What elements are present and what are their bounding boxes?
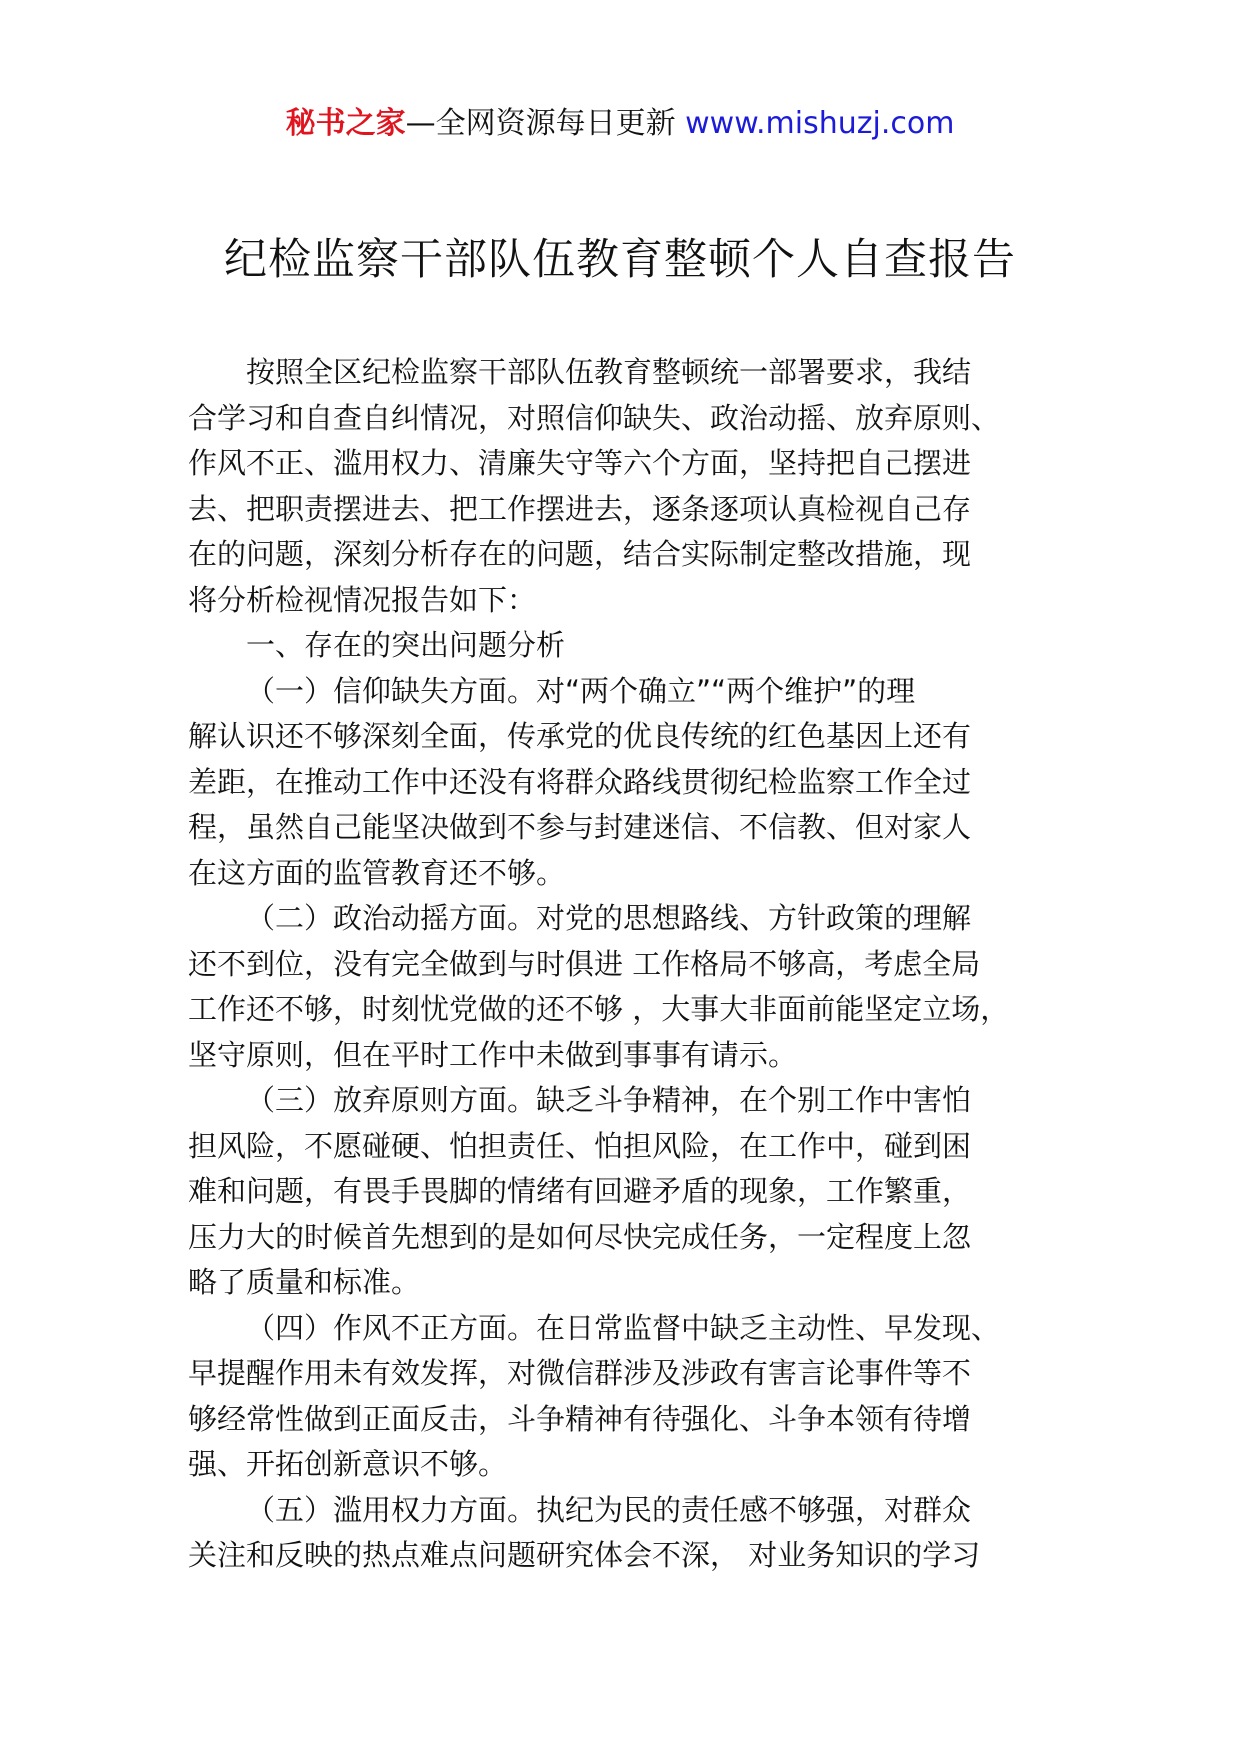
paragraph-line: 合学习和自查自纠情况，对照信仰缺失、政治动摇、放弃原则、	[188, 400, 1001, 435]
paragraph-line: 担风险，不愿碰硬、怕担责任、怕担风险，在工作中，碰到困	[188, 1128, 972, 1163]
header-banner	[0, 102, 1240, 146]
paragraph-line: 略了质量和标准。	[188, 1265, 421, 1299]
paragraph-line: 程，虽然自己能坚决做到不参与封建迷信、不信教、但对家人	[188, 810, 972, 844]
paragraph-line: 难和问题，有畏手畏脚的情绪有回避矛盾的现象，工作繁重，	[188, 1174, 972, 1208]
brand-name: 秘书之家	[285, 106, 406, 141]
paragraph-line: 工作还不够，时刻忧党做的还不够 ，大事大非面前能坚定立场，	[188, 992, 1010, 1026]
paragraph-line: （五）滥用权力方面。执纪为民的责任感不够强，对群众	[246, 1492, 972, 1527]
paragraph-line: 去、把职责摆进去、把工作摆进去，逐条逐项认真检视自己存	[188, 491, 972, 526]
site-url-link[interactable]: www.mishuzj.com	[685, 106, 955, 141]
paragraph-line: （一）信仰缺失方面。对“两个确立”“两个维护”的理	[246, 673, 916, 708]
section-heading: 一、存在的突出问题分析	[246, 628, 566, 662]
paragraph-line: 在的问题，深刻分析存在的问题，结合实际制定整改措施，现	[188, 537, 972, 571]
paragraph-line: 在这方面的监管教育还不够。	[188, 855, 566, 890]
paragraph-line: 关注和反映的热点难点问题研究体会不深， 对业务知识的学习	[188, 1538, 981, 1572]
paragraph-line: 早提醒作用未有效发挥，对微信群涉及涉政有害言论事件等不	[188, 1356, 972, 1390]
paragraph-line: 按照全区纪检监察干部队伍教育整顿统一部署要求，我结	[246, 355, 972, 389]
paragraph-line: 坚守原则，但在平时工作中未做到事事有请示。	[188, 1037, 798, 1072]
paragraph-line: 差距，在推动工作中还没有将群众路线贯彻纪检监察工作全过	[188, 764, 972, 799]
paragraph-line: 作风不正、滥用权力、清廉失守等六个方面，坚持把自己摆进	[188, 446, 972, 480]
paragraph-line: 将分析检视情况报告如下：	[188, 582, 537, 617]
document-title: 纪检监察干部队伍教育整顿个人自查报告	[224, 235, 1016, 285]
header-tagline: —全网资源每日更新	[405, 106, 686, 141]
paragraph-line: 解认识还不够深刻全面，传承党的优良传统的红色基因上还有	[188, 719, 972, 753]
paragraph-line: 够经常性做到正面反击，斗争精神有待强化、斗争本领有待增	[188, 1401, 972, 1436]
paragraph-line: （二）政治动摇方面。对党的思想路线、方针政策的理解	[246, 901, 972, 935]
paragraph-line: 强、开拓创新意识不够。	[188, 1447, 508, 1481]
paragraph-line: 还不到位，没有完全做到与时俱进 工作格局不够高，考虑全局	[188, 946, 981, 981]
document-body	[188, 350, 1048, 1579]
paragraph-line: （三）放弃原则方面。缺乏斗争精神，在个别工作中害怕	[246, 1083, 972, 1117]
paragraph-line: （四）作风不正方面。在日常监督中缺乏主动性、早发现、	[246, 1310, 1001, 1345]
paragraph-line: 压力大的时候首先想到的是如何尽快完成任务，一定程度上忽	[188, 1219, 972, 1254]
